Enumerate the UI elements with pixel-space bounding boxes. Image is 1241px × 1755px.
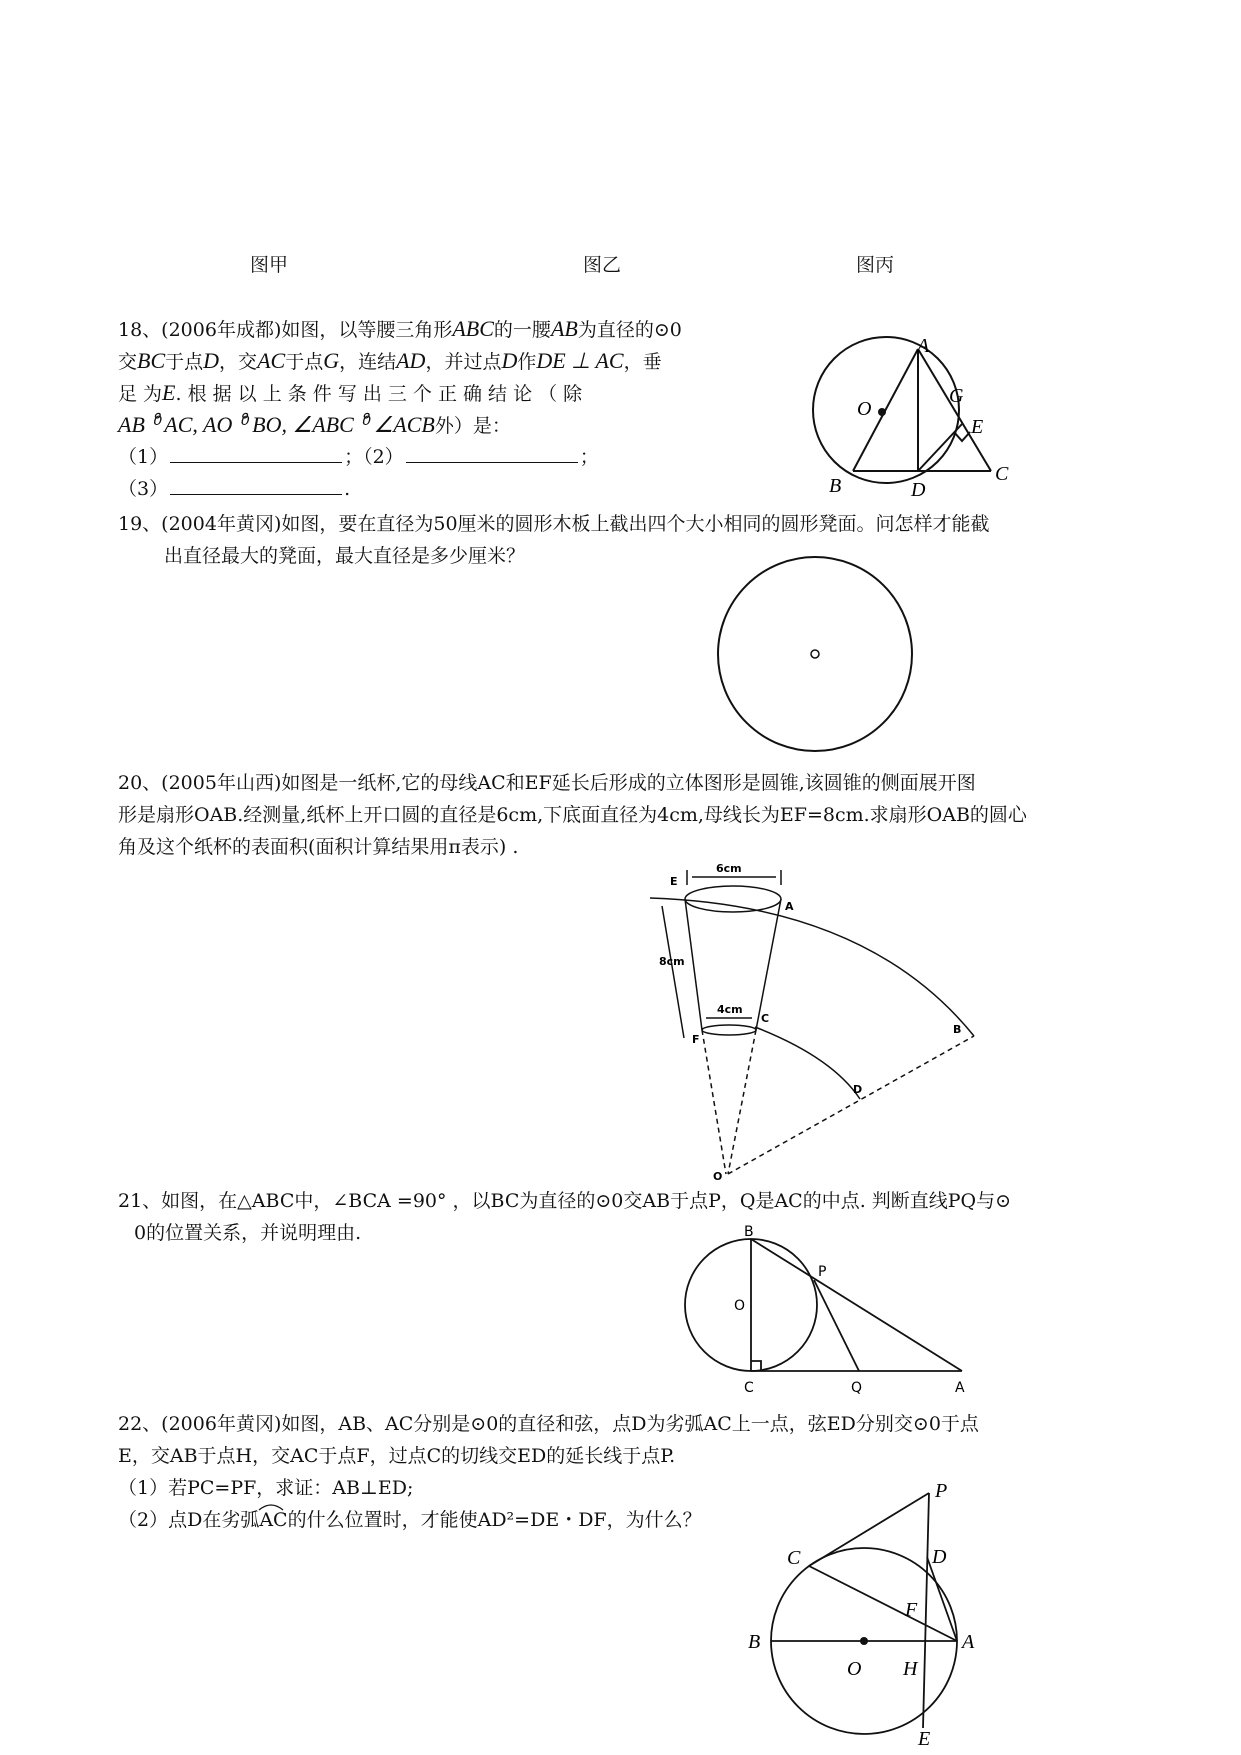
q21-line1: 21、如图，在△ABC中，∠BCA =90° ，以BC为直径的⊙0交AB于点P，Q是AC的中点. 判断直线PQ与⊙ xyxy=(118,1190,1012,1212)
fig20-label-c: C xyxy=(761,1012,770,1025)
fig21-label-q: Q xyxy=(851,1380,863,1396)
fig20-label-bottom-dim: 4cm xyxy=(717,1003,743,1016)
fig21-label-b: B xyxy=(744,1224,754,1240)
fig18-side-ab xyxy=(853,349,918,471)
fig22-circle xyxy=(771,1548,957,1734)
caption-jia: 图甲 xyxy=(250,254,289,276)
answer-blank-3[interactable] xyxy=(170,476,342,495)
fig20-label-a: A xyxy=(785,900,794,913)
fig19-center xyxy=(811,650,819,658)
fig22-label-a: A xyxy=(962,1631,975,1653)
fig22-label-f: F xyxy=(905,1599,918,1621)
fig22-label-p: P xyxy=(935,1480,948,1502)
fig18-label-e: E xyxy=(971,416,984,438)
q18-line4: AB ⁰̊ AC, AO ⁰̊ BO, ∠ABC ⁰̊ ∠ACB外）是： xyxy=(118,412,511,437)
q22-line4: （2）点D在劣弧AC 的什么位置时，才能使AD²=DE・DF，为什么？ xyxy=(118,1507,702,1533)
fig21-right-angle xyxy=(751,1361,761,1371)
fig18-label-a: A xyxy=(917,335,930,357)
fig22-label-d: D xyxy=(932,1546,947,1568)
fig20-top-ellipse xyxy=(685,886,781,912)
fig20-label-o: O xyxy=(713,1170,723,1183)
fig19-circle xyxy=(718,557,912,751)
caption-bing: 图丙 xyxy=(856,254,895,276)
fig20-bottom-ellipse xyxy=(702,1025,756,1035)
fig18-segment-de xyxy=(918,424,962,471)
fig20-label-d: D xyxy=(853,1083,863,1096)
fig18-label-b: B xyxy=(829,475,842,497)
fig22-center-dot xyxy=(860,1637,868,1645)
fig20-label-side-dim: 8cm xyxy=(659,955,685,968)
fig22-chord-ac xyxy=(809,1566,957,1641)
fig22-label-o: O xyxy=(847,1658,862,1680)
caption-yi: 图乙 xyxy=(583,254,622,276)
q20-line3: 角及这个纸杯的表面积(面积计算结果用π表示) . xyxy=(118,836,519,858)
fig21-circle xyxy=(685,1239,817,1371)
fig20-label-b: B xyxy=(953,1023,962,1036)
q19-line1: 19、(2004年黄冈)如图，要在直径为50厘米的圆形木板上截出四个大小相同的圆形凳面。问怎样才能截 xyxy=(118,513,990,535)
fig20-label-top-dim: 6cm xyxy=(716,862,742,875)
fig18-side-ac xyxy=(918,349,991,471)
fig21-label-o: O xyxy=(734,1298,746,1314)
arc-ac-notation: AC xyxy=(259,1507,287,1533)
fig18-label-o: O xyxy=(857,398,872,420)
fig20-right-side xyxy=(756,899,781,1030)
fig20-inner-arc xyxy=(755,1027,863,1099)
fig20-side-dimension xyxy=(662,906,684,1038)
fig21-label-c: C xyxy=(744,1380,754,1396)
fig22-label-e: E xyxy=(918,1728,931,1750)
fig18-center-dot xyxy=(878,408,886,416)
fig20-label-f: F xyxy=(692,1033,700,1046)
q18-line3: 足 为E. 根 据 以 上 条 件 写 出 三 个 正 确 结 论 （ 除 xyxy=(118,380,583,405)
q22-line1: 22、(2006年黄冈)如图，AB、AC分别是⊙0的直径和弦，点D为劣弧AC上一点，弦ED分别交⊙0于点 xyxy=(118,1413,979,1435)
fig21-segment-ab xyxy=(751,1239,962,1371)
q20-line1: 20、(2005年山西)如图是一纸杯,它的母线AC和EF延长后形成的立体图形是圆锥,该圆锥的侧面展开图 xyxy=(118,772,976,794)
fig22-tangent-cp xyxy=(809,1493,929,1566)
fig18-label-d: D xyxy=(911,479,926,501)
q19-line2: 出直径最大的凳面，最大直径是多少厘米？ xyxy=(164,545,526,567)
fig18-label-g: G xyxy=(949,385,964,407)
fig21-segment-pq xyxy=(814,1280,859,1371)
fig21-label-p: P xyxy=(818,1264,827,1280)
fig22-label-h: H xyxy=(903,1658,918,1680)
fig20-dash-left xyxy=(702,1030,726,1174)
fig22-segment-ad xyxy=(927,1557,957,1641)
fig20-left-side xyxy=(685,899,702,1030)
fig20-dash-right xyxy=(728,1030,756,1174)
fig20-outer-arc xyxy=(650,898,974,1036)
answer-blank-1[interactable] xyxy=(170,444,342,463)
answer-blank-2[interactable] xyxy=(406,444,578,463)
q18-line2: 交BC于点D，交AC于点G，连结AD，并过点D作DE ⊥ AC，垂 xyxy=(118,348,662,373)
q22-line2: E，交AB于点H，交AC于点F，过点C的切线交ED的延长线于点P. xyxy=(118,1445,676,1467)
fig22-label-c: C xyxy=(787,1547,801,1569)
q18-line1: 18、(2006年成都)如图，以等腰三角形ABC的一腰AB为直径的⊙0 xyxy=(118,316,682,341)
fig18-circle xyxy=(813,337,959,483)
fig18-label-c: C xyxy=(995,463,1009,485)
fig18-right-angle xyxy=(954,432,970,441)
fig20-label-e: E xyxy=(670,875,678,888)
q22-line3: （1）若PC=PF，求证：AB⊥ED; xyxy=(118,1477,414,1499)
q20-line2: 形是扇形OAB.经测量,纸杯上开口圆的直径是6cm,下底面直径为4cm,母线长为EF=8cm.求扇形OAB的圆心 xyxy=(118,804,1027,826)
q21-line2: 0的位置关系，并说明理由. xyxy=(134,1222,362,1244)
fig21-label-a: A xyxy=(955,1380,965,1396)
q18-answers-3: （3） . xyxy=(118,478,351,500)
fig20-dash-ob xyxy=(728,1036,974,1174)
fig22-line-pe xyxy=(923,1493,929,1728)
fig22-label-b: B xyxy=(748,1631,761,1653)
q18-answers-1-2: （1） ；（2） ； xyxy=(118,446,599,468)
